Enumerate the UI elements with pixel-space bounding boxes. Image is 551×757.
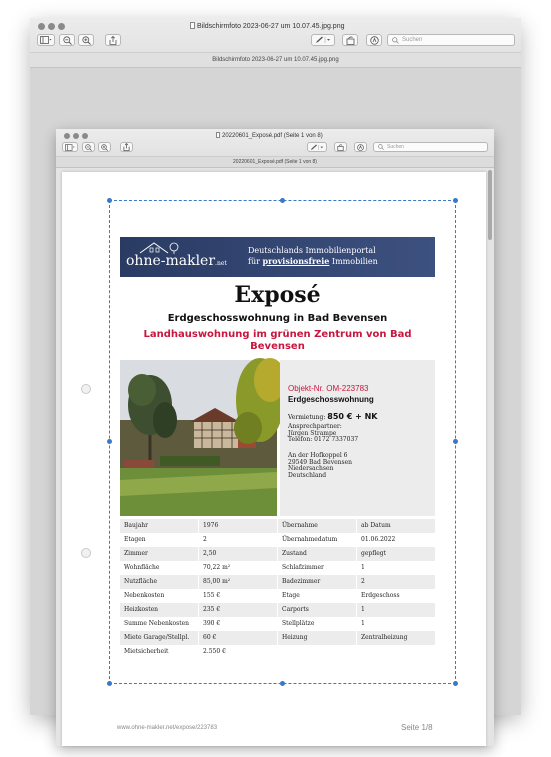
selection-handle[interactable] (107, 439, 112, 444)
table-row (278, 603, 435, 617)
inner-zoom-out-button[interactable] (82, 142, 95, 152)
detail-value: 1 (361, 620, 365, 627)
address-block (288, 453, 352, 479)
zoom-in-icon (101, 144, 108, 151)
table-row (278, 589, 435, 603)
table-row (278, 561, 435, 575)
detail-key (278, 645, 357, 659)
banner-slogan-line1: Deutschlands Immobilienportal (248, 246, 376, 255)
detail-value: 390 € (203, 620, 221, 627)
detail-key: Heizkosten (120, 603, 199, 617)
rotate-button[interactable] (342, 34, 358, 46)
detail-key: Carports (278, 603, 357, 617)
detail-key: Übernahmedatum (278, 533, 357, 547)
zoom-in-icon (82, 36, 91, 45)
contact-phone: Telefon: 0172 7337037 (288, 436, 359, 443)
table-row (120, 603, 277, 617)
rotate-icon (337, 144, 344, 151)
close-window-button[interactable] (38, 23, 45, 30)
annotate-icon (357, 144, 364, 151)
selection-handle[interactable] (280, 681, 285, 686)
pdf-viewer-content[interactable] (56, 168, 494, 746)
punch-hole (81, 548, 91, 558)
share-icon (123, 143, 130, 151)
inner-close-button[interactable] (64, 133, 70, 139)
punch-hole (81, 384, 91, 394)
table-row (278, 575, 435, 589)
address-state: Niedersachsen (288, 465, 334, 472)
table-row (120, 589, 277, 603)
inner-sidebar-toggle-button[interactable] (62, 142, 78, 152)
search-icon (392, 37, 399, 44)
detail-value: 01.06.2022 (361, 536, 396, 543)
selection-handle[interactable] (453, 198, 458, 203)
image-file-icon (190, 22, 195, 29)
markup-pen-icon (310, 144, 324, 151)
detail-key: Baujahr (120, 519, 199, 533)
zoom-in-button[interactable] (78, 34, 94, 46)
detail-key: Nebenkosten (120, 589, 199, 603)
document-subtitle: Erdgeschosswohnung in Bad Bevensen (167, 313, 388, 324)
outer-image-canvas (30, 68, 521, 732)
inner-search-field[interactable] (373, 142, 488, 152)
document-tagline: Landhauswohnung im grünen Zentrum von Bad Bevensen (143, 329, 412, 352)
table-row (120, 533, 277, 547)
detail-key: Wohnfläche (120, 561, 199, 575)
sidebar-toggle-button[interactable] (37, 34, 55, 46)
outer-window-title: Bildschirmfoto 2023-06-27 um 10.07.45.jpg.png (190, 22, 344, 30)
markup-pen-icon (315, 36, 331, 44)
detail-value: 155 € (203, 592, 221, 599)
details-table-right (278, 519, 435, 659)
markup-button[interactable] (311, 34, 335, 46)
house-logo-icon (138, 240, 182, 254)
inner-zoom-in-button[interactable] (98, 142, 111, 152)
detail-value: ab Datum (361, 522, 391, 529)
rent-info: Vermietung: 850 € + NK (288, 412, 378, 421)
selection-handle[interactable] (107, 681, 112, 686)
table-row (120, 547, 277, 561)
detail-key: Übernahme (278, 519, 357, 533)
detail-key: Etage (278, 589, 357, 603)
annotate-icon (370, 36, 379, 45)
detail-value: Erdgeschoss (361, 592, 400, 599)
table-row (278, 645, 435, 659)
address-city: 29549 Bad Bevensen (288, 458, 352, 466)
detail-value: 2.550 € (203, 648, 226, 655)
table-row (278, 519, 435, 533)
inner-toolbar (56, 129, 494, 156)
contact-label: Ansprechpartner: (288, 423, 342, 430)
minimize-window-button[interactable] (48, 23, 55, 30)
zoom-out-icon (63, 36, 72, 45)
search-icon (378, 144, 384, 150)
footer-page-number: Seite 1/8 (401, 723, 433, 732)
property-photo (120, 360, 277, 516)
detail-key: Nutzfläche (120, 575, 199, 589)
detail-value: 1 (361, 564, 365, 571)
details-table-left (120, 519, 277, 659)
contact-name: Jürgen Strampe (288, 429, 337, 437)
ohne-makler-logo: ohne-makler.net (126, 253, 227, 269)
detail-key: Badezimmer (278, 575, 357, 589)
zoom-out-icon (85, 144, 92, 151)
detail-value: 2 (203, 536, 207, 543)
pdf-file-icon (216, 132, 220, 138)
selection-handle[interactable] (107, 198, 112, 203)
table-row (278, 617, 435, 631)
document-title: Exposé (234, 282, 321, 308)
detail-key: Miete Garage/Stellpl. (120, 631, 199, 645)
outer-search-placeholder: Suchen (402, 37, 423, 43)
detail-key: Zustand (278, 547, 357, 561)
table-row (278, 533, 435, 547)
footer-url: www.ohne-makler.net/expose/223783 (117, 725, 218, 731)
selection-handle[interactable] (453, 439, 458, 444)
detail-value (357, 645, 435, 659)
inner-rotate-button[interactable] (334, 142, 347, 152)
inner-share-button[interactable] (120, 142, 133, 152)
detail-key: Schlafzimmer (278, 561, 357, 575)
detail-value: 2,50 (203, 550, 217, 557)
table-row (120, 519, 277, 533)
detail-value: 1976 (203, 522, 219, 529)
detail-value: gepflegt (361, 550, 387, 557)
contact-block (288, 424, 358, 444)
rotate-icon (346, 36, 355, 45)
table-row (120, 631, 277, 645)
table-row (120, 561, 277, 575)
inner-pdf-window (56, 129, 494, 746)
inner-zoom-button[interactable] (82, 133, 88, 139)
detail-key: Zimmer (120, 547, 199, 561)
detail-value: 235 € (203, 606, 221, 613)
pdf-page (62, 172, 486, 746)
selection-handle[interactable] (280, 198, 285, 203)
inner-annotate-button[interactable] (354, 142, 367, 152)
detail-value: 2 (361, 578, 365, 585)
zoom-out-button[interactable] (59, 34, 75, 46)
detail-value: Zentralheizung (361, 634, 408, 641)
detail-value: 1 (361, 606, 365, 613)
house-photo-illustration (120, 360, 277, 516)
outer-search-field[interactable] (387, 34, 515, 46)
share-icon (109, 36, 117, 45)
detail-key: Summe Nebenkosten (120, 617, 199, 631)
sidebar-icon (40, 36, 52, 44)
object-number: Objekt-Nr. OM-223783 (288, 384, 369, 393)
detail-value: 60 € (203, 634, 217, 641)
zoom-window-button[interactable] (58, 23, 65, 30)
table-row (120, 575, 277, 589)
table-row (278, 631, 435, 645)
outer-preview-window (30, 18, 521, 732)
inner-markup-button[interactable] (307, 142, 327, 152)
outer-toolbar (30, 18, 521, 52)
sidebar-icon (65, 144, 75, 151)
share-button[interactable] (105, 34, 121, 46)
ohne-makler-banner (120, 237, 435, 277)
table-row (120, 617, 277, 631)
detail-value: 70,22 m² (203, 564, 231, 571)
vertical-scrollbar[interactable] (488, 170, 492, 240)
detail-key: Mietsicherheit (120, 645, 199, 659)
property-info-panel (280, 360, 435, 516)
address-country: Deutschland (288, 471, 327, 479)
detail-key: Heizung (278, 631, 357, 645)
address-street: An der Hofkoppel 6 (288, 452, 348, 459)
object-type: Erdgeschosswohnung (288, 395, 374, 404)
table-row (120, 645, 277, 659)
inner-window-subtitle: 20220601_Exposé.pdf (Seite 1 von 8) (56, 156, 494, 168)
detail-value: 85,00 m² (203, 578, 231, 585)
banner-slogan-line2: für provisionsfreie Immobilien (248, 256, 378, 266)
detail-key: Stellplätze (278, 617, 357, 631)
inner-minimize-button[interactable] (73, 133, 79, 139)
selection-handle[interactable] (453, 681, 458, 686)
outer-window-subtitle: Bildschirmfoto 2023-06-27 um 10.07.45.jpg.png (30, 52, 521, 68)
table-row (278, 547, 435, 561)
inner-search-placeholder: Suchen (387, 144, 404, 150)
detail-key: Etagen (120, 533, 199, 547)
annotate-button[interactable] (366, 34, 382, 46)
inner-window-title: 20220601_Exposé.pdf (Seite 1 von 8) (216, 132, 323, 139)
